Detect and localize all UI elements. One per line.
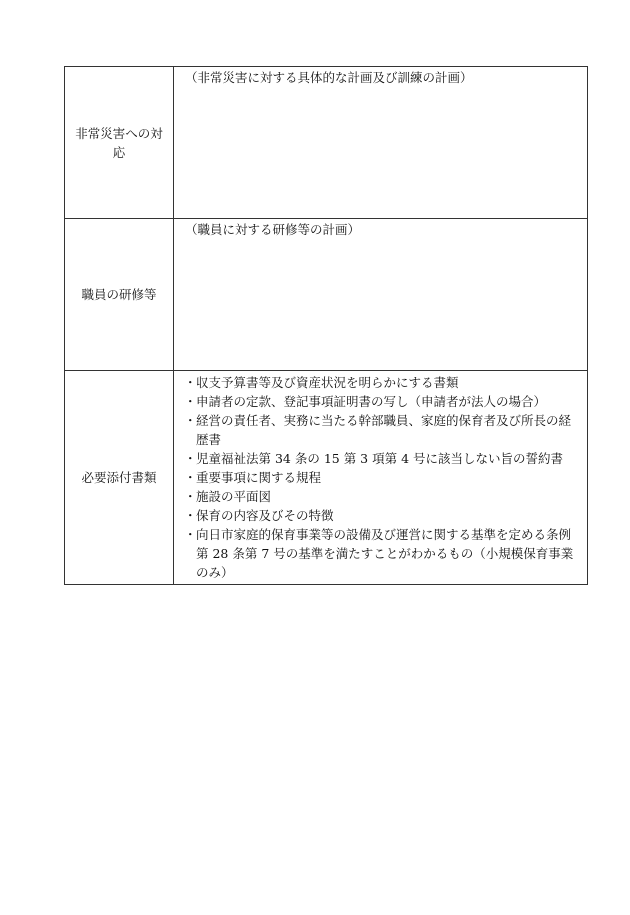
document-item-text: 保育の内容及びその特徴 bbox=[196, 508, 334, 523]
training-plan-note: （職員に対する研修等の計画） bbox=[185, 222, 361, 237]
document-item-text: 向日市家庭的保育事業等の設備及び運営に関する基準を定める条例第 28 条第 7 号の基準を満たすことがわかるもの（小規模保育事業のみ） bbox=[196, 527, 574, 580]
document-item bbox=[184, 449, 583, 468]
required-documents-row bbox=[65, 371, 588, 585]
emergency-response-content-cell[interactable] bbox=[174, 67, 588, 219]
document-item bbox=[184, 392, 583, 411]
document-item-text: 重要事項に関する規程 bbox=[196, 470, 322, 485]
bullet-mark: ・ bbox=[184, 470, 197, 485]
staff-training-content-cell[interactable] bbox=[174, 219, 588, 371]
document-item-text: 施設の平面図 bbox=[196, 489, 272, 504]
emergency-plan-note: （非常災害に対する具体的な計画及び訓練の計画） bbox=[185, 70, 473, 85]
application-form-table bbox=[64, 66, 588, 585]
emergency-response-row bbox=[65, 67, 588, 219]
staff-training-label-cell bbox=[65, 219, 174, 371]
required-documents-label: 必要添付書類 bbox=[81, 470, 157, 485]
staff-training-label: 職員の研修等 bbox=[81, 287, 157, 302]
bullet-mark: ・ bbox=[184, 375, 197, 390]
required-documents-list bbox=[184, 372, 583, 584]
bullet-mark: ・ bbox=[184, 451, 197, 466]
emergency-response-label: 非常災害への対応 bbox=[75, 125, 163, 160]
document-item bbox=[184, 487, 583, 506]
document-item bbox=[184, 411, 583, 449]
document-item-text: 経営の責任者、実務に当たる幹部職員、家庭的保育者及び所長の経歴書 bbox=[196, 413, 572, 447]
bullet-mark: ・ bbox=[184, 489, 197, 504]
document-item-text: 収支予算書等及び資産状況を明らかにする書類 bbox=[196, 375, 459, 390]
staff-training-row bbox=[65, 219, 588, 371]
document-item bbox=[184, 373, 583, 392]
document-item bbox=[184, 525, 583, 582]
required-documents-content-cell bbox=[174, 371, 588, 585]
document-item bbox=[184, 468, 583, 487]
bullet-mark: ・ bbox=[184, 394, 197, 409]
bullet-mark: ・ bbox=[184, 508, 197, 523]
bullet-mark: ・ bbox=[184, 527, 197, 542]
document-item bbox=[184, 506, 583, 525]
required-documents-label-cell bbox=[65, 371, 174, 585]
document-item-text: 申請者の定款、登記事項証明書の写し（申請者が法人の場合） bbox=[196, 394, 547, 409]
document-item-text: 児童福祉法第 34 条の 15 第 3 項第 4 号に該当しない旨の誓約書 bbox=[196, 451, 564, 466]
bullet-mark: ・ bbox=[184, 413, 197, 428]
emergency-response-label-cell bbox=[65, 67, 174, 219]
